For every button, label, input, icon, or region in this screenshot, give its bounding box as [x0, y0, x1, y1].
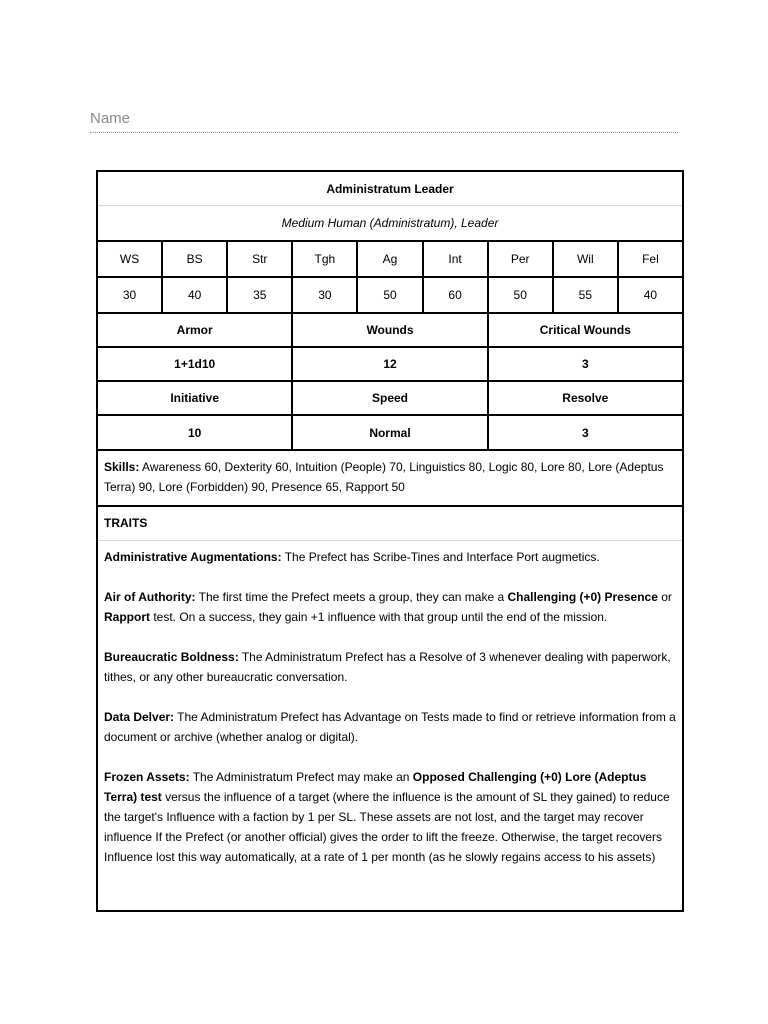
critical-wounds-value: 3: [581, 357, 589, 371]
trait-text: versus the influence of a target (where the influence is the amount of SL they gained) to reduce the target's Influence with a faction by 1 per SL. These assets are not lost, and the target may recover influence If the Prefect (or another official) gives the order to lift the freeze. Otherwise, the target recovers Influence lost this way automatically, at a rate of 1 per month (as he slowly regains access to his assets): [104, 790, 670, 864]
trait-text: The Administratum Prefect may make an: [189, 770, 413, 784]
stats-header-row-1: [98, 314, 682, 348]
trait-name: Air of Authority:: [104, 590, 196, 604]
trait-test-presence: Challenging (+0) Presence: [507, 590, 658, 604]
trait-data-delver: [104, 707, 676, 747]
speed-value: Normal: [293, 416, 488, 449]
trait-text: The first time the Prefect meets a group, they can make a: [195, 590, 508, 604]
critical-wounds-header: Critical Wounds: [539, 323, 631, 337]
trait-administrative-augmentations: [104, 547, 676, 567]
trait-frozen-assets: [104, 767, 676, 867]
char-header-bs: BS: [163, 242, 228, 276]
char-header-str: Str: [228, 242, 293, 276]
characteristics-value-row: [98, 278, 682, 314]
trait-name: Bureaucratic Boldness:: [104, 650, 239, 664]
characteristics-header-row: [98, 242, 682, 278]
char-value-per: 50: [489, 278, 554, 312]
skills-section: [98, 451, 682, 507]
armor-value: 1+1d10: [98, 348, 293, 380]
stats-value-row-1: [98, 348, 682, 382]
char-value-fel: 40: [643, 288, 658, 302]
char-value-int: 60: [424, 278, 489, 312]
trait-test-lore: Opposed Challenging (+0) Lore (Adeptus Terra) test: [104, 770, 647, 804]
char-value-tgh: 30: [293, 278, 358, 312]
char-header-ws: WS: [98, 242, 163, 276]
trait-test-rapport: Rapport: [104, 610, 150, 624]
char-header-tgh: Tgh: [293, 242, 358, 276]
char-value-bs: 40: [163, 278, 228, 312]
trait-text: The Administratum Prefect has a Resolve of 3 whenever dealing with paperwork, tithes, or any other bureaucratic conversation.: [104, 650, 671, 684]
armor-header: Armor: [98, 314, 293, 346]
trait-bureaucratic-boldness: [104, 647, 676, 687]
traits-header: TRAITS: [98, 507, 682, 541]
char-value-ws: 30: [98, 278, 163, 312]
char-header-int: Int: [424, 242, 489, 276]
trait-text: The Prefect has Scribe-Tines and Interface Port augmetics.: [281, 550, 600, 564]
trait-name: Frozen Assets:: [104, 770, 190, 784]
char-header-wil: Wil: [554, 242, 619, 276]
initiative-value: 10: [98, 416, 293, 449]
traits-list: [98, 547, 682, 887]
wounds-header: Wounds: [293, 314, 488, 346]
char-value-ag: 50: [358, 278, 423, 312]
resolve-header: Resolve: [562, 391, 609, 405]
char-header-ag: Ag: [358, 242, 423, 276]
trait-name: Administrative Augmentations:: [104, 550, 282, 564]
char-header-fel: Fel: [642, 252, 659, 266]
trait-text: test. On a success, they gain +1 influence with that group until the end of the mission.: [150, 610, 608, 624]
char-header-per: Per: [489, 242, 554, 276]
stat-block-title: Administratum Leader: [98, 172, 682, 206]
stats-header-row-2: [98, 382, 682, 416]
stat-block: [96, 170, 684, 912]
speed-header: Speed: [293, 382, 488, 414]
skills-label: Skills:: [104, 460, 140, 474]
resolve-value: 3: [581, 425, 589, 440]
initiative-header: Initiative: [98, 382, 293, 414]
char-value-wil: 55: [554, 278, 619, 312]
name-field[interactable]: Name: [90, 108, 678, 133]
trait-name: Data Delver:: [104, 710, 175, 724]
char-value-str: 35: [228, 278, 293, 312]
wounds-value: 12: [293, 348, 488, 380]
skills-text: Awareness 60, Dexterity 60, Intuition (People) 70, Linguistics 80, Logic 80, Lore 80, Lore (Adeptus Terra) 90, Lore (Forbidden) 90, Presence 65, Rapport 50: [104, 460, 664, 494]
stat-block-subtitle: Medium Human (Administratum), Leader: [98, 206, 682, 242]
stats-value-row-2: [98, 416, 682, 451]
trait-text: or: [657, 590, 672, 604]
trait-text: The Administratum Prefect has Advantage on Tests made to find or retrieve information from a document or archive (whether analog or digital).: [104, 710, 676, 744]
trait-air-of-authority: [104, 587, 676, 627]
